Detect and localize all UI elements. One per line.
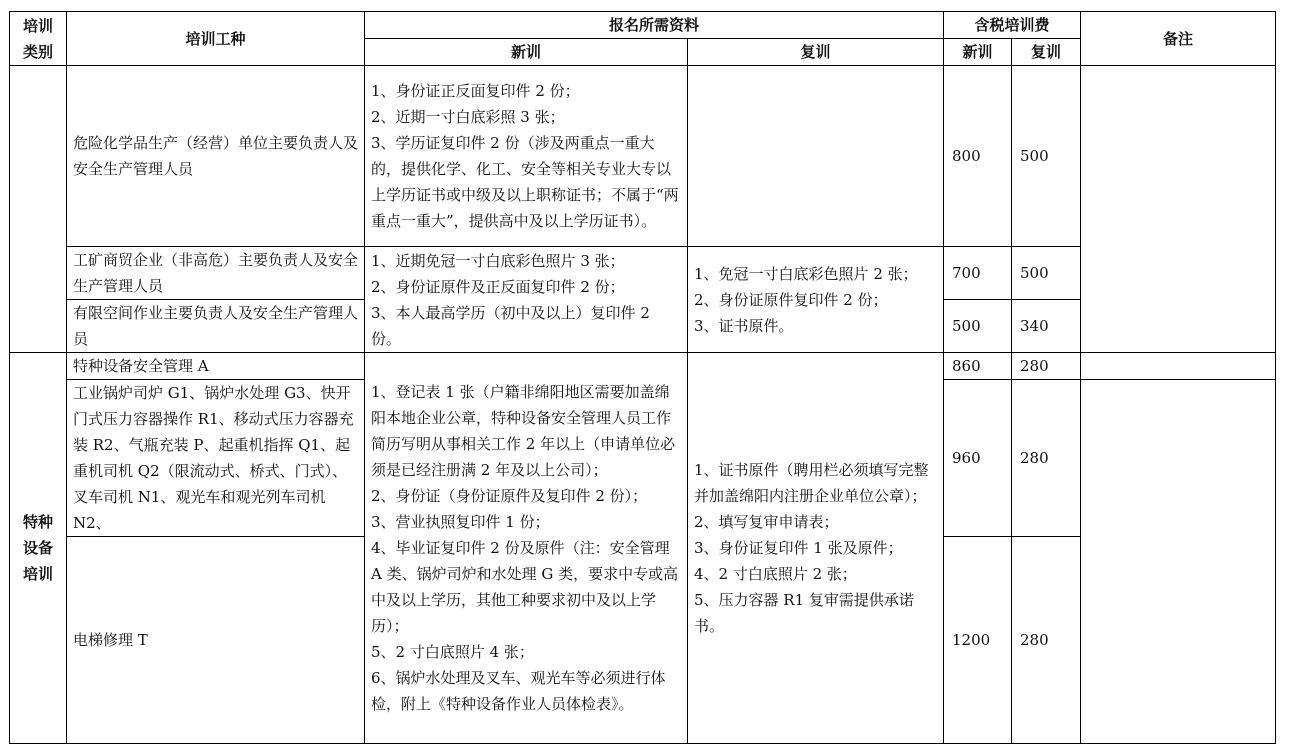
header-materials-renew: 复训 — [688, 39, 944, 66]
materials-renew-cell: 1、免冠一寸白底彩色照片 2 张； 2、身份证原件复印件 2 份； 3、证书原件。 — [688, 247, 944, 353]
remark-cell — [1081, 353, 1276, 380]
header-job: 培训工种 — [67, 12, 365, 66]
header-materials: 报名所需资料 — [365, 12, 944, 39]
training-fee-table — [9, 11, 1276, 744]
fee-renew-cell: 500 — [1012, 247, 1081, 300]
table-row — [10, 353, 1276, 380]
header-materials-new: 新训 — [365, 39, 688, 66]
fee-renew-cell: 340 — [1012, 300, 1081, 353]
category-cell: 特种 设备 培训 — [10, 353, 67, 744]
fee-new-cell: 800 — [944, 66, 1012, 247]
fee-new-cell: 500 — [944, 300, 1012, 353]
fee-renew-cell: 280 — [1012, 537, 1081, 744]
job-cell: 特种设备安全管理 A — [67, 353, 365, 380]
header-fee: 含税培训费 — [944, 12, 1081, 39]
job-cell: 有限空间作业主要负责人及安全生产管理人员 — [67, 300, 365, 353]
fee-renew-cell: 280 — [1012, 353, 1081, 380]
fee-new-cell: 700 — [944, 247, 1012, 300]
header-remark: 备注 — [1081, 12, 1276, 66]
materials-renew-cell: 1、证书原件（聘用栏必须填写完整并加盖绵阳内注册企业单位公章）； 2、填写复审申请表； 3、身份证复印件 1 张及原件； 4、2 寸白底照片 2 张； 5、压力容器 R1 复审需提供承诺书。 — [688, 353, 944, 744]
fee-renew-cell: 280 — [1012, 380, 1081, 537]
table-row — [10, 66, 1276, 247]
category-cell-empty — [10, 66, 67, 353]
materials-new-cell: 1、登记表 1 张（户籍非绵阳地区需要加盖绵阳本地企业公章，特种设备安全管理人员工作简历写明从事相关工作 2 年以上（申请单位必须是已经注册满 2 年及以上公司）； 2、身份证（身份证原件及复印件 2 份）； 3、营业执照复印件 1 份； 4、毕业证复印件 2 份及原件（注：安全管理 A 类、锅炉司炉和水处理 G 类，要求中专或高中及以上学历，其他工种要求初中及以上学历）； 5、2 寸白底照片 4 张； 6、锅炉水处理及叉车、观光车等必须进行体检，附上《特种设备作业人员体检表》。 — [365, 353, 688, 744]
materials-new-cell: 1、近期免冠一寸白底彩色照片 3 张； 2、身份证原件及正反面复印件 2 份； 3、本人最高学历（初中及以上）复印件 2 份。 — [365, 247, 688, 353]
header-category: 培训 类别 — [10, 12, 67, 66]
materials-new-cell: 1、身份证正反面复印件 2 份； 2、近期一寸白底彩照 3 张； 3、学历证复印件 2 份（涉及两重点一重大的，提供化学、化工、安全等相关专业大专以上学历证书或中级及以上职称证书；不属于“两重点一重大”，提供高中及以上学历证书）。 — [365, 66, 688, 247]
remark-cell — [1081, 66, 1276, 353]
job-cell: 工矿商贸企业（非高危）主要负责人及安全生产管理人员 — [67, 247, 365, 300]
fee-new-cell: 1200 — [944, 537, 1012, 744]
fee-new-cell: 860 — [944, 353, 1012, 380]
job-cell: 工业锅炉司炉 G1、锅炉水处理 G3、快开门式压力容器操作 R1、移动式压力容器充装 R2、气瓶充装 P、起重机指挥 Q1、起重机司机 Q2（限流动式、桥式、门式）、叉车司机 N1、观光车和观光列车司机 N2、 — [67, 380, 365, 537]
header-fee-renew: 复训 — [1012, 39, 1081, 66]
job-cell: 电梯修理 T — [67, 537, 365, 744]
header-fee-new: 新训 — [944, 39, 1012, 66]
remark-cell — [1081, 380, 1276, 744]
materials-renew-cell — [688, 66, 944, 247]
fee-renew-cell: 500 — [1012, 66, 1081, 247]
fee-new-cell: 960 — [944, 380, 1012, 537]
job-cell: 危险化学品生产（经营）单位主要负责人及安全生产管理人员 — [67, 66, 365, 247]
